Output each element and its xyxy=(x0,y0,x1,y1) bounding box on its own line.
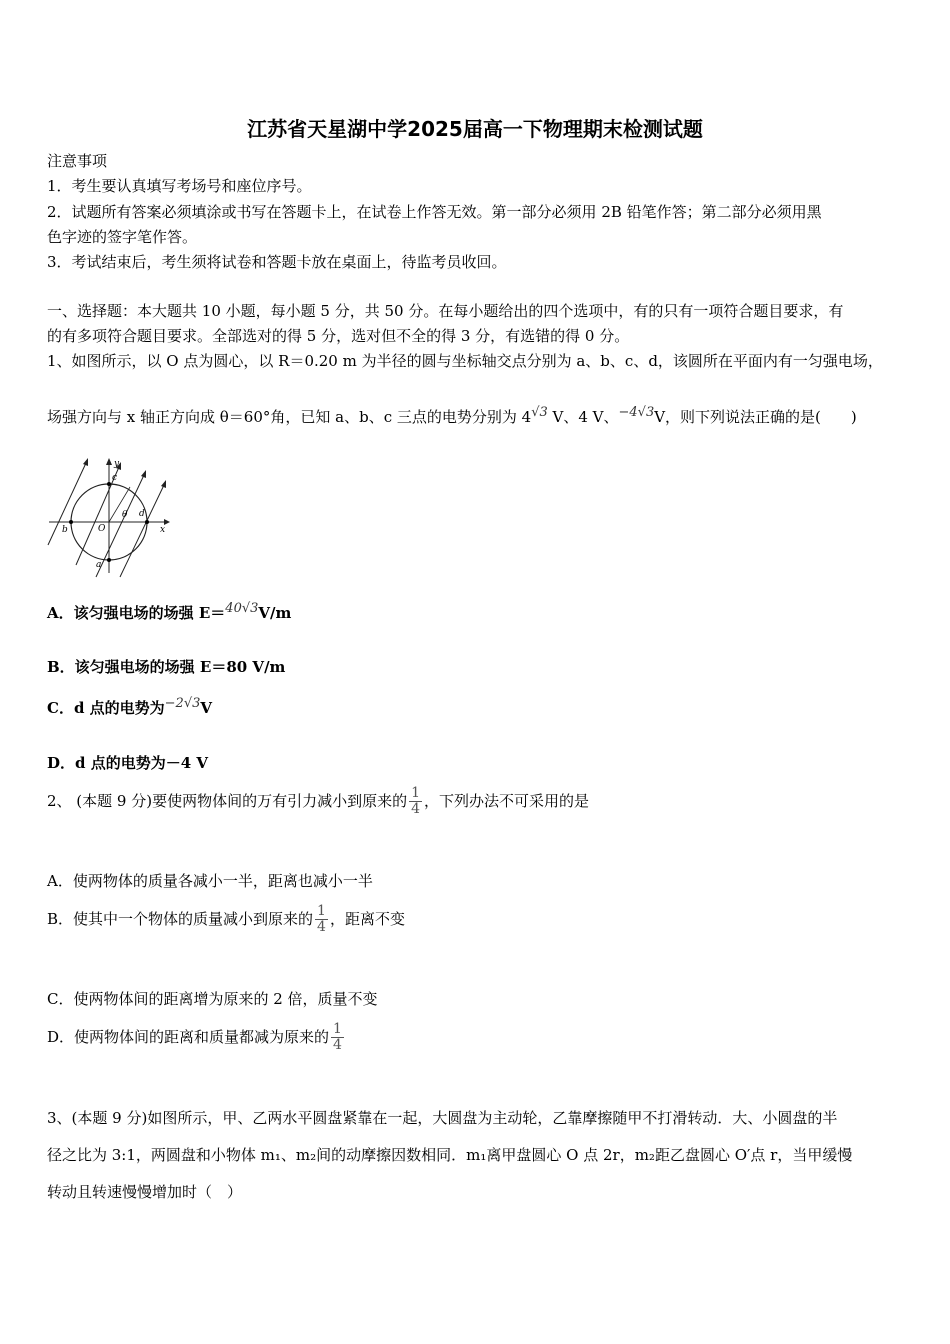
notice-item-2: 2．试题所有答案必须填涂或书写在答题卡上，在试卷上作答无效。第一部分必须用 2B 铅笔作答；第二部分必须用黑 xyxy=(47,203,822,221)
notice-item-2-cont: 色字迹的签字笔作答。 xyxy=(47,228,198,246)
notice-item-1: 1．考生要认真填写考场号和座位序号。 xyxy=(47,177,312,195)
q2-option-a[interactable]: A．使两物体的质量各减小一半，距离也减小一半 xyxy=(47,872,373,890)
y-axis-arrow xyxy=(106,458,112,465)
section-instructions-2: 的有多项符合题目要求。全部选对的得 5 分，选对但不全的得 3 分，有选错的得 0 分。 xyxy=(47,327,630,345)
notice-heading: 注意事项 xyxy=(47,152,108,170)
q1-math-potential-c: −4√3 xyxy=(618,405,655,420)
q3-stem-line3: 转动且转速慢慢增加时（ ） xyxy=(47,1183,243,1201)
field-line-4-arrow xyxy=(161,480,166,488)
section-instructions-1: 一、选择题：本大题共 10 小题，每小题 5 分，共 50 分。在每小题给出的四个选项中，有的只有一项符合题目要求，有 xyxy=(47,302,844,320)
page-title: 江苏省天星湖中学2025届高一下物理期末检测试题 xyxy=(247,117,703,141)
q1-option-c[interactable]: C．d 点的电势为−2√3V xyxy=(47,696,213,717)
field-line-4 xyxy=(120,485,164,577)
label-x: x xyxy=(160,525,166,535)
point-a xyxy=(107,558,111,562)
point-d xyxy=(145,520,149,524)
label-theta: θ xyxy=(122,510,128,520)
q2-option-d[interactable]: D．使两物体间的距离和质量都减为原来的 $\frac{1}{4}$ xyxy=(47,1021,342,1054)
q1-option-d[interactable]: D．d 点的电势为－4 V xyxy=(47,754,209,772)
q2-option-b[interactable]: B．使其中一个物体的质量减小到原来的 $\frac{1}{4}$ ，距离不变 xyxy=(47,903,405,936)
field-line-1-arrow xyxy=(83,458,88,466)
label-d: d xyxy=(139,509,145,519)
q2-option-d-fraction: $\frac{1}{4}$ xyxy=(333,1021,342,1054)
q2-stem: 2、 (本题 9 分)要使两物体间的万有引力减小到原来的 $\frac{1}{4}$ ，下列办法不可采用的是 xyxy=(47,785,590,818)
label-c: c xyxy=(112,473,118,483)
q1-math-potential-a: √3 xyxy=(531,405,548,420)
q1-option-b[interactable]: B．该匀强电场的场强 E＝80 V/m xyxy=(47,658,286,676)
label-o: O xyxy=(98,524,106,534)
q1-option-a[interactable]: A．该匀强电场的场强 E＝40√3V/m xyxy=(47,601,292,622)
label-y: y xyxy=(114,459,120,469)
notice-item-3: 3．考试结束后，考生须将试卷和答题卡放在桌面上，待监考员收回。 xyxy=(47,253,507,271)
q2-option-c[interactable]: C．使两物体间的距离增为原来的 2 倍，质量不变 xyxy=(47,990,378,1008)
q1-option-c-math: −2√3 xyxy=(164,696,201,711)
label-b: b xyxy=(62,525,68,535)
point-b xyxy=(69,520,73,524)
q1-option-a-math: 40√3 xyxy=(225,601,259,616)
q1-stem-line1: 1、如图所示，以 O 点为圆心，以 R＝0.20 m 为半径的圆与坐标轴交点分别为 a、b、c、d，该圆所在平面内有一匀强电场， xyxy=(47,352,883,370)
q2-option-b-fraction: $\frac{1}{4}$ xyxy=(317,903,326,936)
q1-stem-line2: 场强方向与 x 轴正方向成 θ＝60°角，已知 a、b、c 三点的电势分别为 4√3 V、4 V、−4√3V，则下列说法正确的是( ) xyxy=(47,405,857,426)
q2-fraction: $\frac{1}{4}$ xyxy=(411,785,421,818)
q1-field-diagram xyxy=(44,455,174,580)
point-c xyxy=(107,482,111,486)
label-a: a xyxy=(96,560,102,570)
q3-stem-line1: 3、(本题 9 分)如图所示，甲、乙两水平圆盘紧靠在一起，大圆盘为主动轮，乙靠摩擦随甲不打滑转动．大、小圆盘的半 xyxy=(47,1109,838,1127)
q3-stem-line2: 径之比为 3:1，两圆盘和小物体 m₁、m₂间的动摩擦因数相同．m₁离甲盘圆心 O 点 2r，m₂距乙盘圆心 O′点 r，当甲缓慢 xyxy=(47,1146,853,1164)
field-line-3-arrow xyxy=(141,470,146,478)
